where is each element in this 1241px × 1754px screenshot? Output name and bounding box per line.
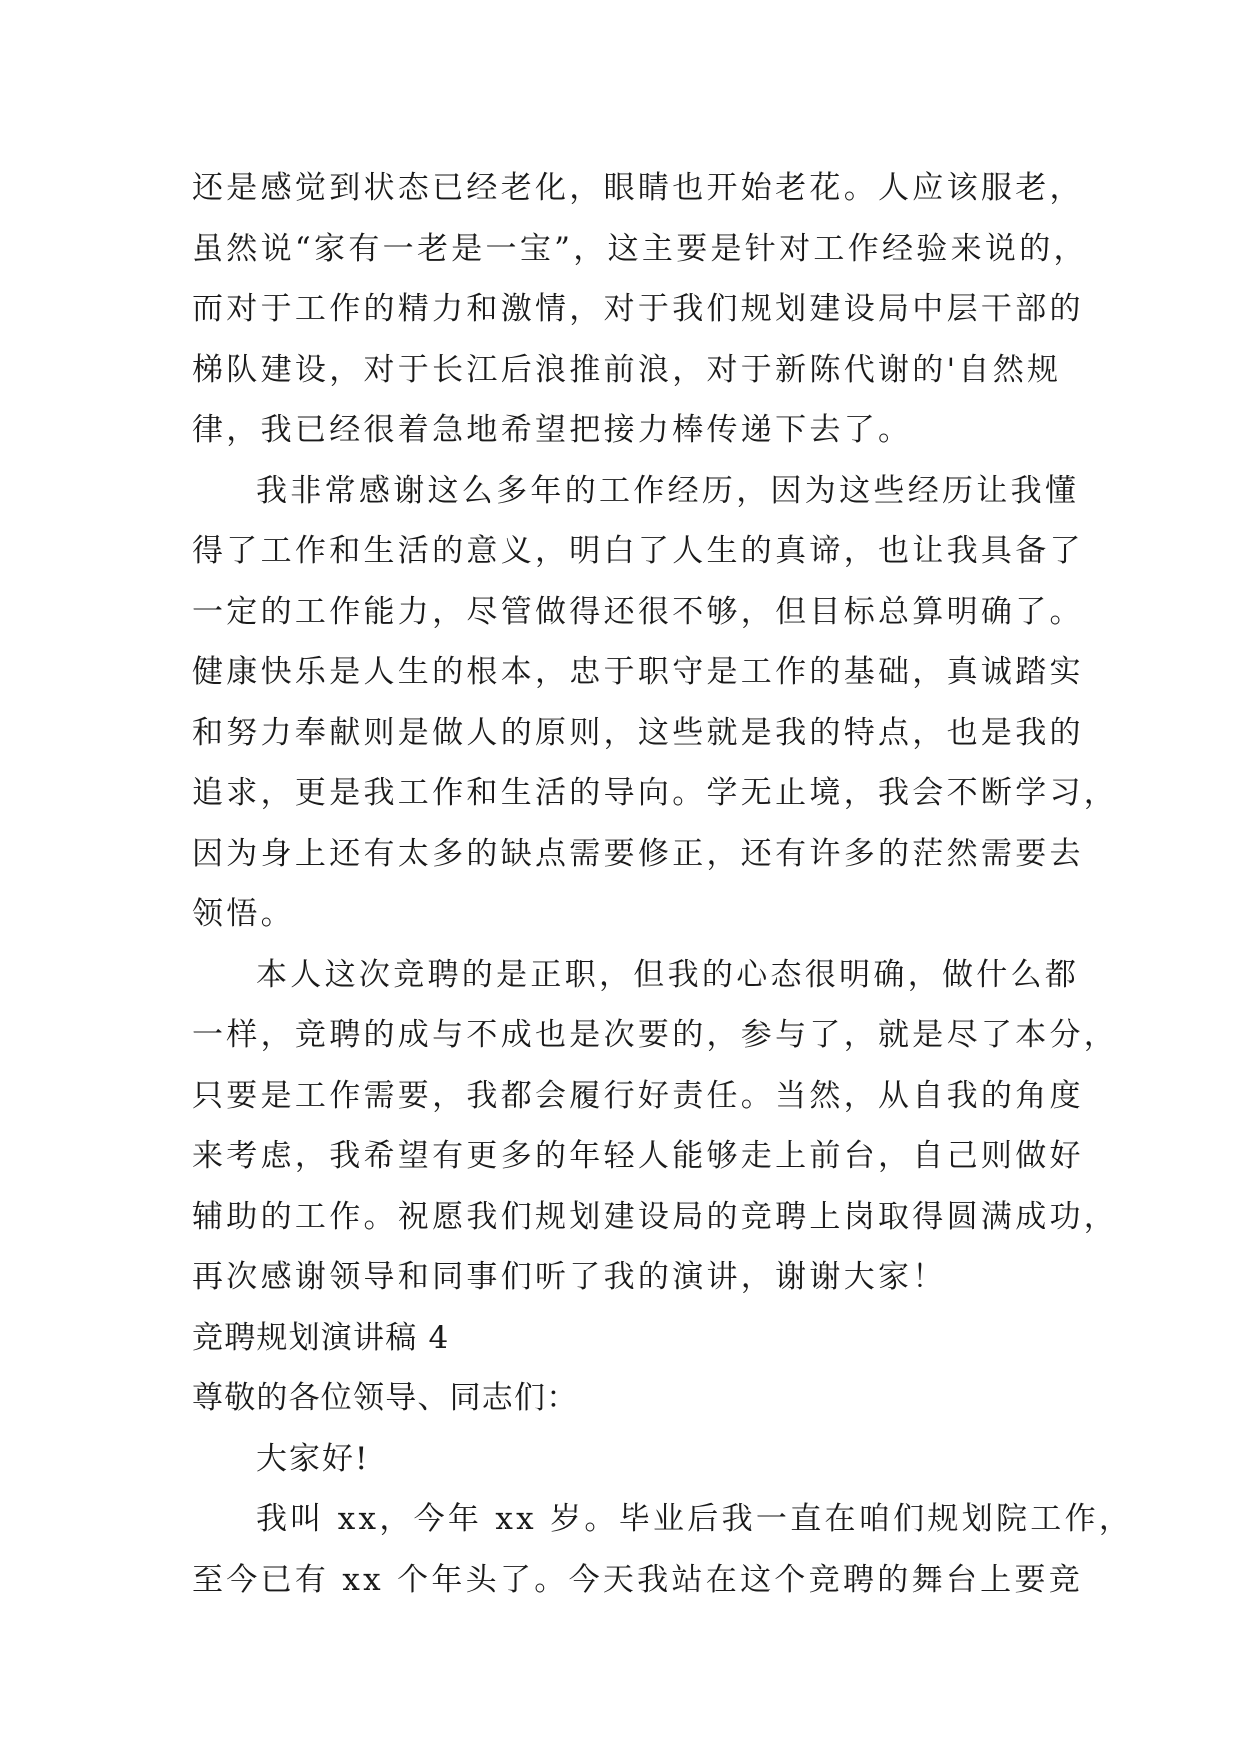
paragraph [192, 158, 1088, 461]
salutation: 尊敬的各位领导、同志们： [192, 1380, 579, 1416]
paragraph-line: 虽然说“家有一老是一宝”，这主要是针对工作经验来说的， [192, 230, 1088, 267]
paragraph-line: 律，我已经很着急地希望把接力棒传递下去了。 [192, 412, 913, 448]
paragraph-line: 领悟。 [192, 896, 295, 932]
paragraph-line: 而对于工作的精力和激情，对于我们规划建设局中层干部的 [192, 291, 1084, 327]
paragraph [192, 945, 1119, 1308]
greeting: 大家好! [256, 1440, 370, 1477]
paragraph-line: 追求，更是我工作和生活的导向。学无止境，我会不断学习， [192, 775, 1119, 811]
paragraph-line: 我非常感谢这么多年的工作经历，因为这些经历让我懂 [256, 472, 1080, 509]
paragraph-line: 因为身上还有太多的缺点需要修正，还有许多的茫然需要去 [192, 835, 1084, 872]
paragraph-line: 再次感谢领导和同事们听了我的演讲，谢谢大家！ [192, 1259, 947, 1295]
paragraph-line: 得了工作和生活的意义，明白了人生的真谛，也让我具备了 [192, 533, 1084, 569]
paragraph-line: 我叫 xx，今年 xx 岁。毕业后我一直在咱们规划院工作， [256, 1501, 1134, 1537]
paragraph-line: 来考虑，我希望有更多的年轻人能够走上前台，自己则做好 [192, 1138, 1084, 1174]
paragraph-line: 一样，竞聘的成与不成也是次要的，参与了，就是尽了本分， [192, 1017, 1119, 1053]
document-body [192, 158, 1134, 1610]
paragraph [192, 461, 1119, 945]
paragraph [192, 1489, 1134, 1610]
paragraph-line: 还是感觉到状态已经老化，眼睛也开始老花。人应该服老， [192, 170, 1084, 206]
paragraph-line: 和努力奉献则是做人的原则，这些就是我的特点，也是我的 [192, 714, 1084, 751]
paragraph-line: 只要是工作需要，我都会履行好责任。当然，从自我的角度 [192, 1077, 1084, 1114]
paragraph-line: 梯队建设，对于长江后浪推前浪，对于新陈代谢的'自然规 [192, 351, 1062, 388]
paragraph-line: 本人这次竞聘的是正职，但我的心态很明确，做什么都 [256, 956, 1080, 993]
paragraph-line: 至今已有 xx 个年头了。今天我站在这个竞聘的舞台上要竞 [192, 1561, 1084, 1598]
paragraph-line: 健康快乐是人生的根本，忠于职守是工作的基础，真诚踏实 [192, 654, 1084, 690]
section-title: 竞聘规划演讲稿 4 [192, 1319, 450, 1356]
paragraph-line: 一定的工作能力，尽管做得还很不够，但目标总算明确了。 [192, 593, 1084, 630]
paragraph-line: 辅助的工作。祝愿我们规划建设局的竞聘上岗取得圆满成功， [192, 1198, 1119, 1235]
